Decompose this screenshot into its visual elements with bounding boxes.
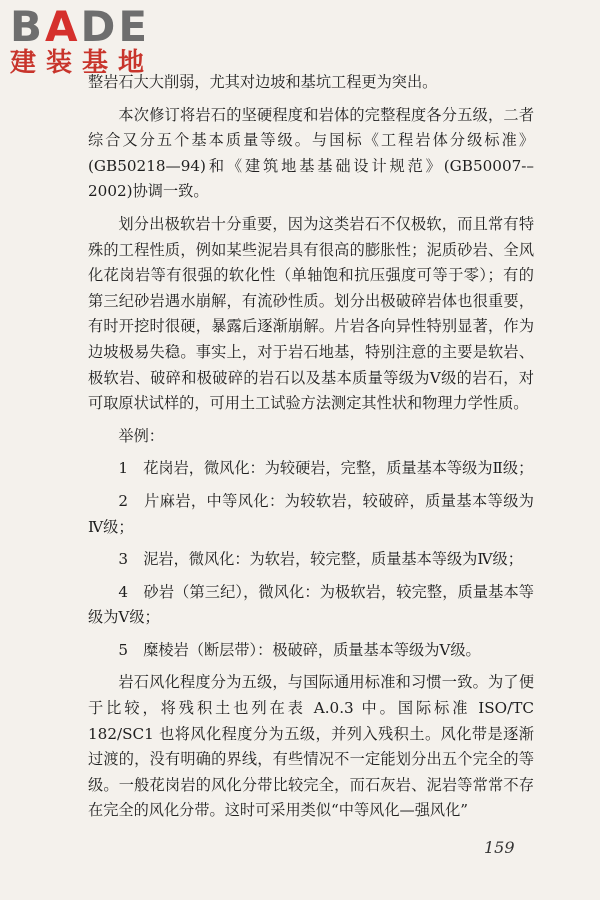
example-item: 5 糜棱岩（断层带）：极破碎，质量基本等级为Ⅴ级。 bbox=[118, 640, 481, 659]
paragraph-revision: 本次修订将岩石的坚硬程度和岩体的完整程度各分五级，二者综合又分五个基本质量等级。与国标《工程岩体分级标准》(GB50218—94)和《建筑地基基础设计规范》(GB50007-–2002)协调一致。 bbox=[88, 105, 534, 201]
example-item: 1 花岗岩，微风化：为较硬岩，完整，质量基本等级为Ⅱ级； bbox=[118, 459, 534, 478]
example-item: 2 片麻岩，中等风化：为较软岩，较破碎，质量基本等级为Ⅳ级； bbox=[88, 491, 534, 536]
paragraph-continuation: 整岩石大大削弱，尤其对边坡和基坑工程更为突出。 bbox=[88, 73, 438, 91]
logo-subtitle: 建装基地 bbox=[10, 48, 155, 78]
logo-wordmark bbox=[10, 4, 154, 50]
paragraph-soft-rock: 划分出极软岩十分重要，因为这类岩石不仅极软，而且常有特殊的工程性质，例如某些泥岩具有很高的膨胀性；泥质砂岩、全风化花岗岩等有很强的软化性（单轴饱和抗压强度可等于零）；有的第三纪砂岩遇水崩解，有流砂性质。划分出极破碎岩体也很重要，有时开挖时很硬，暴露后逐渐崩解。片岩各向异性特别显著，作为边坡极易失稳。事实上，对于岩石地基，特别注意的主要是软岩、极软岩、破碎和极破碎的岩石以及基本质量等级为Ⅴ级的岩石，对可取原状试样的，可用土工试验方法测定其性状和物理力学性质。 bbox=[88, 214, 534, 413]
brand-logo bbox=[10, 4, 154, 78]
logo-letters: DE bbox=[80, 2, 151, 51]
logo-letter-accent: A bbox=[45, 2, 81, 51]
page-number: 159 bbox=[484, 838, 515, 857]
paragraph-weathering: 岩石风化程度分为五级，与国际通用标准和习惯一致。为了便于比较，将残积土也列在表 A.0.3 中。国际标准 ISO/TC 182/SC1 也将风化程度分为五级，并列入残积土。风化带是逐渐过渡的，没有明确的界线，有些情况不一定能划分出五个完全的等级。一般花岗岩的风化分带比较完全，而石灰岩、泥岩等常常不存在完全的风化分带。这时可采用类似“中等风化—强风化” bbox=[88, 673, 534, 820]
logo-letter: B bbox=[10, 2, 46, 51]
example-item: 4 砂岩（第三纪），微风化：为极软岩，较完整，质量基本等级为Ⅴ级； bbox=[88, 582, 534, 627]
example-item: 3 泥岩，微风化：为软岩，较完整，质量基本等级为Ⅳ级； bbox=[118, 550, 523, 569]
examples-heading: 举例： bbox=[118, 426, 164, 445]
body-text bbox=[88, 70, 534, 824]
